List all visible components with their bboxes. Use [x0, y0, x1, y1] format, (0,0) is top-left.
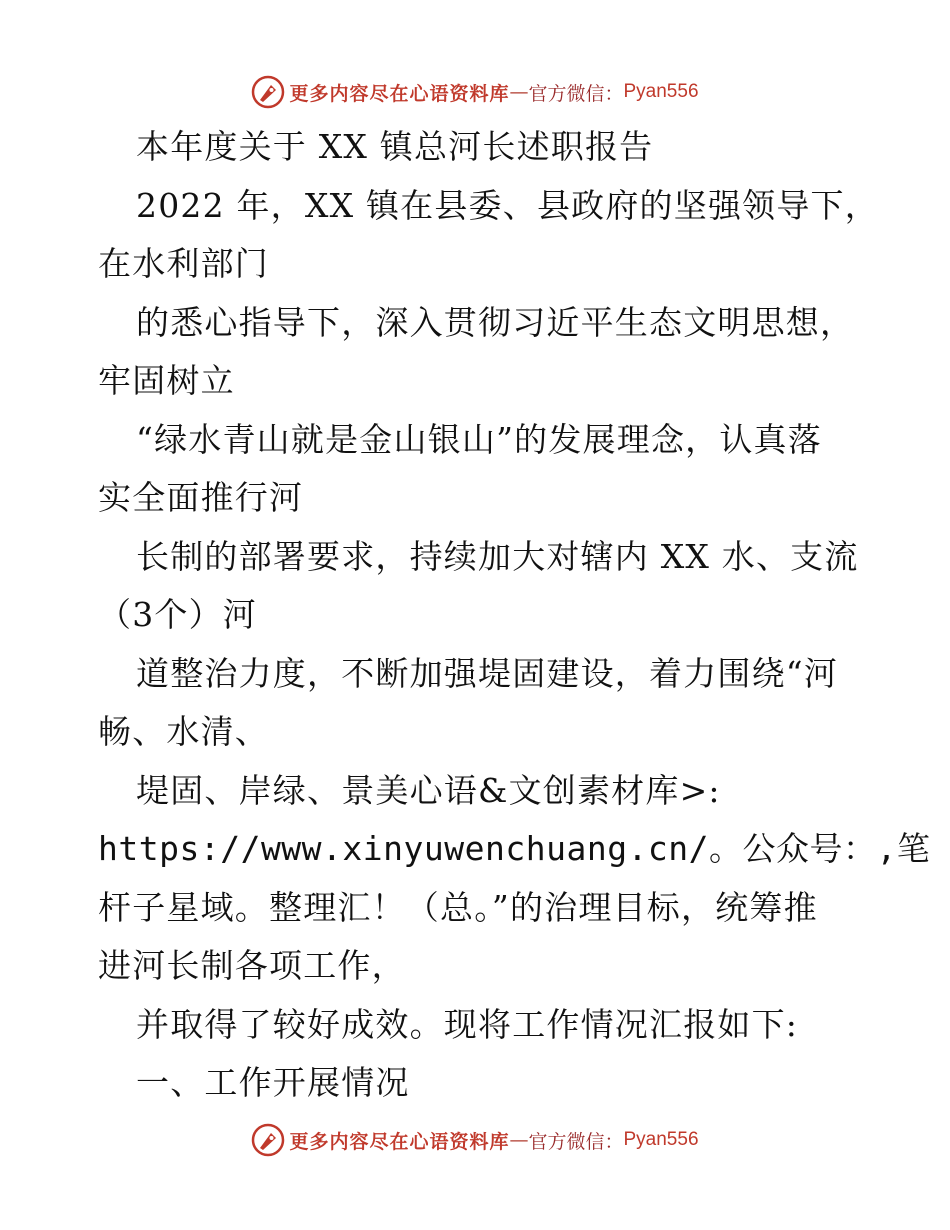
paragraph-line: 畅、水清、	[98, 712, 269, 751]
url-line: https://www.xinyuwenchuang.cn/。公众号：,笔	[98, 829, 931, 868]
paragraph-line: “绿水青山就是金山银山”的发展理念，认真落	[136, 419, 822, 459]
paragraph-line: 道整治力度，不断加强堤固建设，着力围绕“河	[136, 653, 839, 693]
paragraph-line: 进河长制各项工作，	[98, 946, 406, 985]
header-watermark	[0, 72, 950, 112]
paragraph-line: 长制的部署要求，持续加大对辖内 XX 水、支流	[136, 536, 859, 576]
footer-watermark	[0, 1120, 950, 1160]
header-wechat-id: Pyan556	[623, 81, 699, 102]
footer-wechat-id: Pyan556	[623, 1129, 699, 1150]
header-separator: —	[509, 81, 529, 103]
pen-nib-logo-icon	[251, 75, 285, 109]
section-heading: 一、工作开展情况	[136, 1063, 410, 1102]
document-title: 本年度关于 XX 镇总河长述职报告	[136, 127, 654, 166]
paragraph-line: 在水利部门	[98, 244, 269, 283]
paragraph-line: （3个）河	[98, 595, 257, 634]
footer-wechat-label: 官方微信：	[528, 1130, 624, 1153]
pen-nib-logo-icon	[251, 1123, 285, 1157]
paragraph-line: 的悉心指导下，深入贯彻习近平生态文明思想，	[136, 302, 855, 342]
paragraph-line: 实全面推行河	[98, 478, 304, 517]
paragraph-line: 并取得了较好成效。现将工作情况汇报如下:	[136, 1004, 799, 1044]
header-slogan: 更多内容尽在心语资料库	[289, 82, 510, 105]
paragraph-line: 堤固、岸绿、景美心语&文创素材库>:	[136, 770, 721, 810]
document-body	[98, 118, 931, 1113]
footer-slogan: 更多内容尽在心语资料库	[289, 1130, 510, 1153]
paragraph-line: 牢固树立	[98, 361, 235, 400]
paragraph-line: 2022 年，XX 镇在县委、县政府的坚强领导下，	[136, 185, 879, 225]
header-wechat-label: 官方微信：	[528, 82, 624, 105]
paragraph-line: 杆子星域。整理汇！（总。”的治理目标，统筹推	[98, 887, 818, 927]
footer-separator: —	[509, 1129, 529, 1151]
